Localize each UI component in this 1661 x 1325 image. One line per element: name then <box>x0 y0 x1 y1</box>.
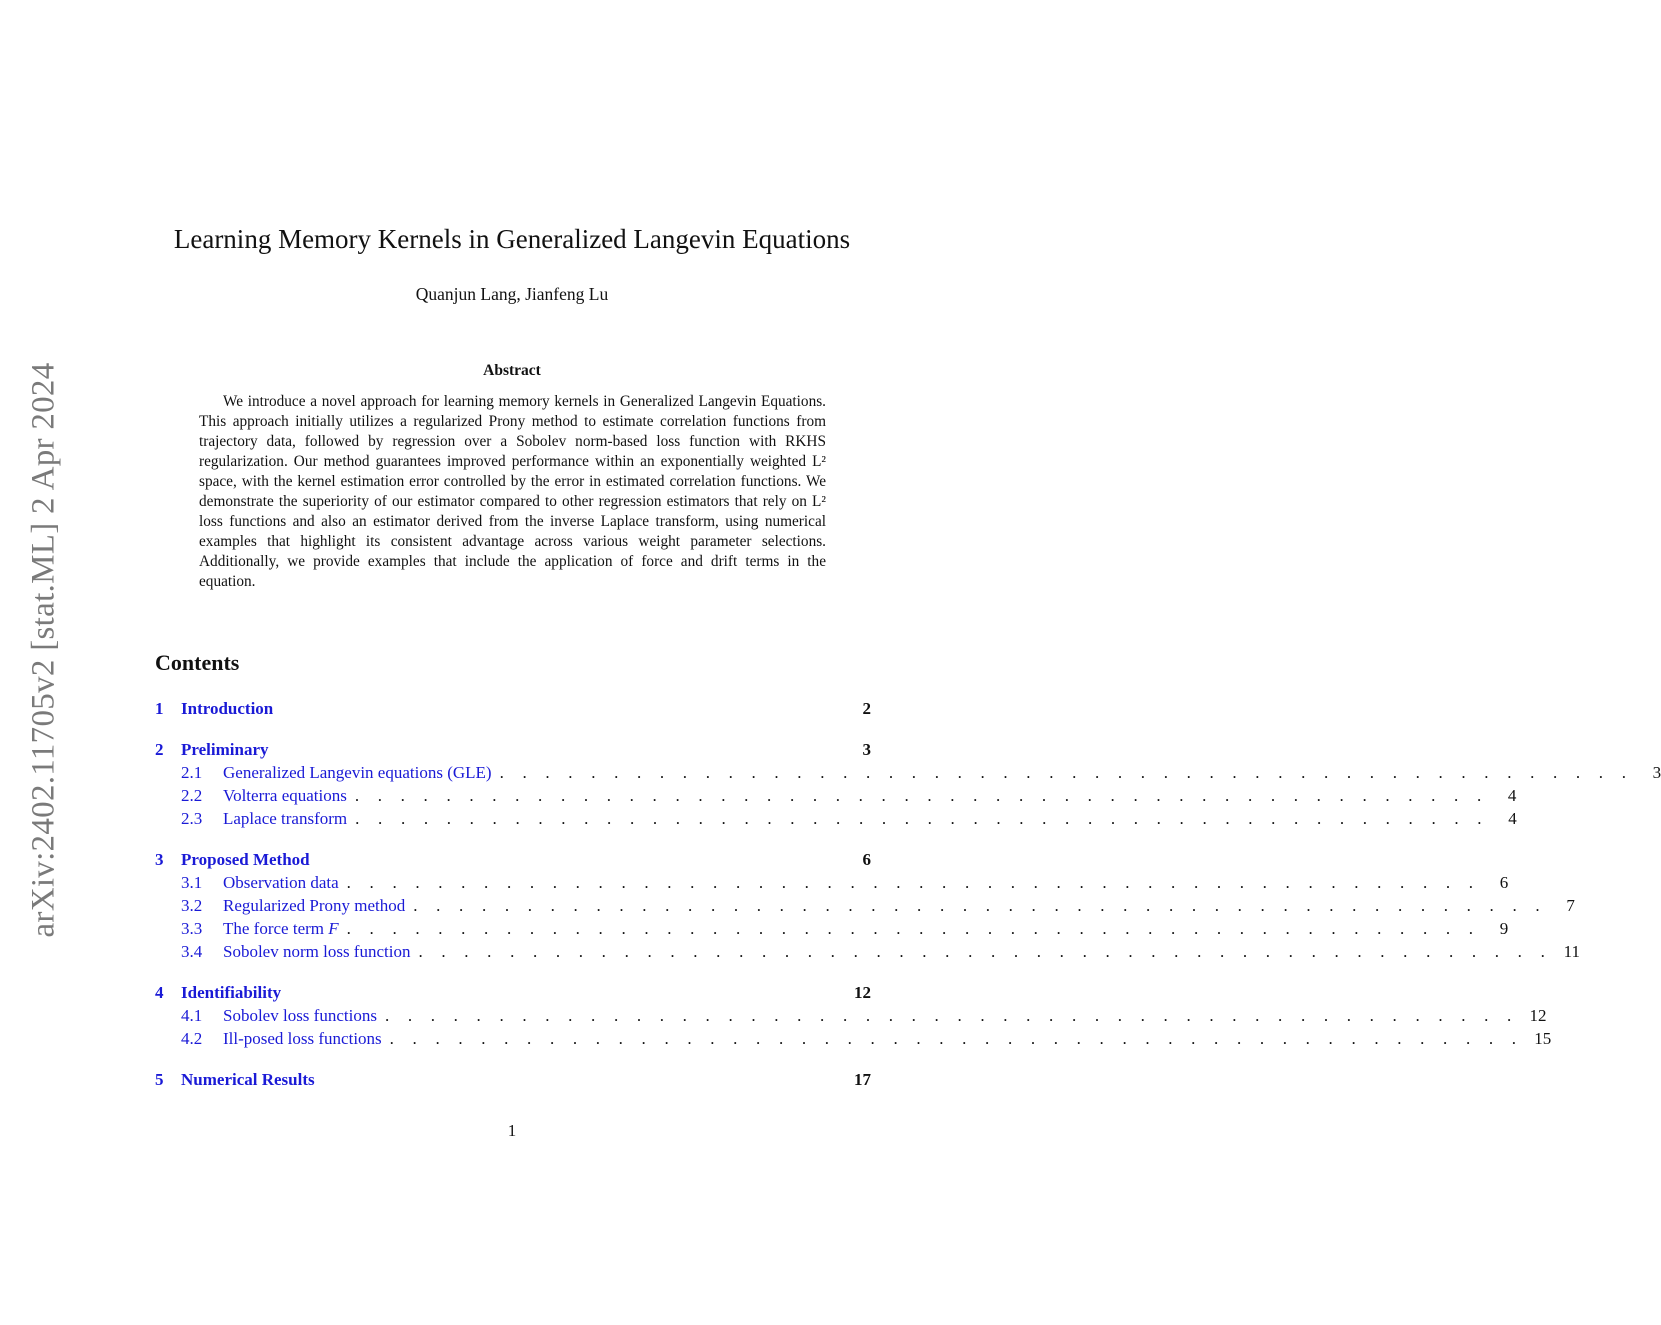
toc-section-link[interactable]: Proposed Method <box>181 850 310 869</box>
toc-entry-sobolev-loss[interactable] <box>155 1004 1547 1027</box>
toc-section-number[interactable]: 4 <box>155 983 164 1002</box>
toc-section <box>155 848 1581 963</box>
toc-leader-dots: . . . . . . . . . . . . . . . . . . . . . . . . . . . . . . . . . . . . . . . . . . . . . . . . . . <box>355 809 1489 828</box>
page-number: 1 <box>507 1121 517 1140</box>
toc-subsection-number[interactable]: 2.3 <box>181 809 203 828</box>
toc-page-number: 9 <box>1499 919 1509 938</box>
toc-section-number[interactable]: 2 <box>155 740 164 759</box>
toc-subsection-link[interactable]: Laplace transform <box>223 809 348 828</box>
toc-entry-force-term[interactable] <box>155 917 1509 940</box>
paper-authors: Quanjun Lang, Jianfeng Lu <box>415 284 609 304</box>
toc-subsection-number[interactable]: 4.1 <box>181 1006 203 1025</box>
toc-leader-dots: . . . . . . . . . . . . . . . . . . . . . . . . . . . . . . . . . . . . . . . . . . . . . . . . . . <box>346 873 1481 892</box>
toc-entry-volterra[interactable] <box>155 784 1517 807</box>
toc-entry-observation-data[interactable] <box>155 871 1509 894</box>
toc-leader-dots: . . . . . . . . . . . . . . . . . . . . . . . . . . . . . . . . . . . . . . . . . . . . . . . . . . <box>354 786 1489 805</box>
toc-subsection-number[interactable]: 4.2 <box>181 1029 203 1048</box>
toc-subsection-link[interactable]: Ill-posed loss functions <box>223 1029 382 1048</box>
toc-entry-introduction[interactable] <box>155 697 871 720</box>
toc-subsection-link[interactable]: Generalized Langevin equations (GLE) <box>223 763 492 782</box>
toc-entry-gle[interactable] <box>155 761 1661 784</box>
toc-subsection-number[interactable]: 2.1 <box>181 763 203 782</box>
toc-math-symbol[interactable]: F <box>328 919 339 938</box>
toc-leader-dots: . . . . . . . . . . . . . . . . . . . . . . . . . . . . . . . . . . . . . . . . . . . . . . . . . . <box>389 1029 1524 1048</box>
toc-leader-dots: . . . . . . . . . . . . . . . . . . . . . . . . . . . . . . . . . . . . . . . . . . . . . . . . . . <box>346 919 1481 938</box>
toc-page-number: 4 <box>1507 786 1517 805</box>
toc-subsection-link[interactable]: Sobolev norm loss function <box>223 942 411 961</box>
toc-subsection-title-text[interactable]: The force term <box>223 919 329 938</box>
toc-subsection-number[interactable]: 3.4 <box>181 942 203 961</box>
toc-page-number: 11 <box>1563 942 1581 961</box>
toc-subsection-link[interactable]: Volterra equations <box>223 786 347 805</box>
toc-entry-preliminary[interactable] <box>155 738 871 761</box>
toc-entry-numerical-results[interactable] <box>155 1068 871 1091</box>
toc-leader-dots: . . . . . . . . . . . . . . . . . . . . . . . . . . . . . . . . . . . . . . . . . . . . . . . . . . <box>384 1006 1519 1025</box>
toc-section <box>155 981 1552 1050</box>
toc-page-number: 12 <box>1529 1006 1547 1025</box>
toc-subsection-link[interactable]: Sobolev loss functions <box>223 1006 377 1025</box>
toc-page-number: 12 <box>854 983 871 1002</box>
toc-subsection-link[interactable] <box>223 917 339 940</box>
toc-leader-dots: . . . . . . . . . . . . . . . . . . . . . . . . . . . . . . . . . . . . . . . . . . . . . . . . . . <box>413 896 1547 915</box>
toc-entry-ill-posed[interactable] <box>155 1027 1552 1050</box>
toc-section-number[interactable]: 1 <box>155 699 164 718</box>
toc-section-number[interactable]: 3 <box>155 850 164 869</box>
toc-section <box>155 697 871 720</box>
contents-heading: Contents <box>155 650 240 675</box>
toc-entry-identifiability[interactable] <box>155 981 871 1004</box>
abstract-heading: Abstract <box>483 362 541 379</box>
toc-leader-dots: . . . . . . . . . . . . . . . . . . . . . . . . . . . . . . . . . . . . . . . . . . . . . . . . . . <box>499 763 1634 782</box>
toc-subsection-number[interactable]: 2.2 <box>181 786 203 805</box>
toc-entry-prony[interactable] <box>155 894 1575 917</box>
toc-page-number: 3 <box>862 740 871 759</box>
toc-section-link[interactable]: Identifiability <box>181 983 282 1002</box>
toc-page-number: 17 <box>854 1070 871 1089</box>
toc-entry-sobolev-norm[interactable] <box>155 940 1581 963</box>
toc-section <box>155 738 1661 830</box>
toc-page-number: 4 <box>1508 809 1517 828</box>
toc-page-number: 3 <box>1652 763 1661 782</box>
toc-subsection-number[interactable]: 3.1 <box>181 873 203 892</box>
toc-section-link[interactable]: Introduction <box>181 699 274 718</box>
toc-section-number[interactable]: 5 <box>155 1070 164 1089</box>
arxiv-stamp: arXiv:2402.11705v2 [stat.ML] 2 Apr 2024 <box>25 362 62 938</box>
toc-page-number: 7 <box>1566 896 1575 915</box>
toc-subsection-number[interactable]: 3.2 <box>181 896 203 915</box>
toc-page-number: 6 <box>862 850 871 869</box>
toc-section <box>155 1068 871 1091</box>
toc-subsection-link[interactable]: Observation data <box>223 873 339 892</box>
toc-entry-proposed-method[interactable] <box>155 848 871 871</box>
toc-page-number: 2 <box>862 699 871 718</box>
toc-section-link[interactable]: Numerical Results <box>181 1070 315 1089</box>
toc-leader-dots: . . . . . . . . . . . . . . . . . . . . . . . . . . . . . . . . . . . . . . . . . . . . . . . . . . <box>418 942 1553 961</box>
toc-subsection-link[interactable]: Regularized Prony method <box>223 896 406 915</box>
toc-page-number: 6 <box>1499 873 1509 892</box>
toc-subsection-number[interactable]: 3.3 <box>181 919 203 938</box>
abstract-body: We introduce a novel approach for learning memory kernels in Generalized Langevin Equations. This approach initially utilizes a regularized Prony method to estimate correlation functions from trajectory data, followed by regression over a Sobolev norm-based loss function with RKHS regularization. Our method guarantees improved performance within an exponentially weighted L² space, with the kernel estimation error controlled by the error in estimated correlation functions. We demonstrate the superiority of our estimator compared to other regression estimators that rely on L² loss functions and also an estimator derived from the inverse Laplace transform, using numerical examples that highlight its consistent advantage across various weight parameter selections. Additionally, we provide examples that include the application of force and drift terms in the equation. <box>199 393 826 590</box>
toc-entry-laplace[interactable] <box>155 807 1517 830</box>
table-of-contents <box>155 697 1661 1109</box>
toc-page-number: 15 <box>1534 1029 1552 1048</box>
paper-title: Learning Memory Kernels in Generalized Langevin Equations <box>173 224 851 254</box>
toc-section-link[interactable]: Preliminary <box>181 740 269 759</box>
